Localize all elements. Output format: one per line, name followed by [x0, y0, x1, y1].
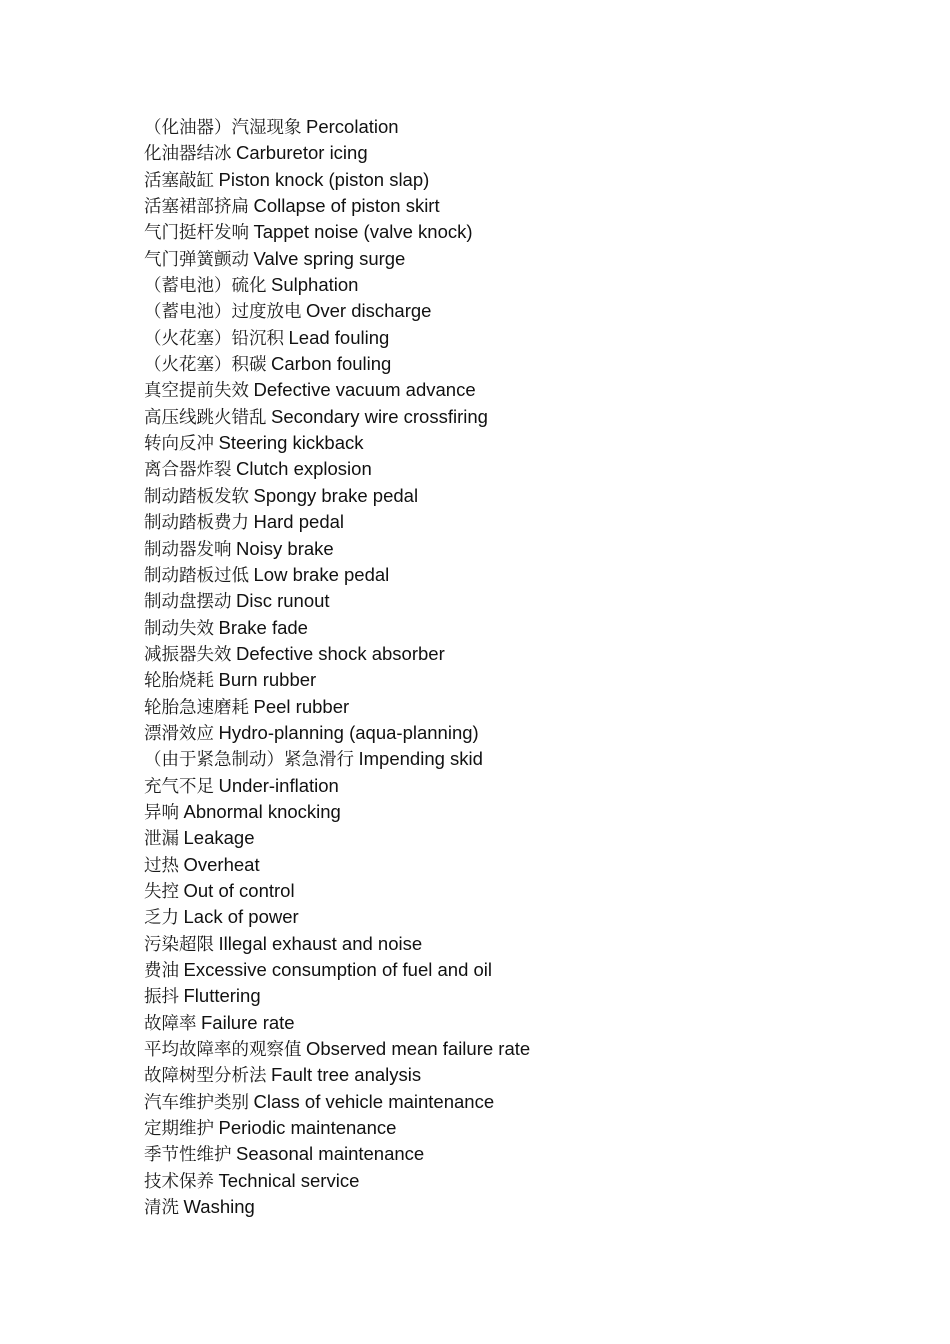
glossary-entry: [144, 509, 530, 535]
glossary-entry: [144, 1036, 530, 1062]
term-english: Defective vacuum advance: [253, 379, 476, 401]
term-chinese: 充气不足: [144, 776, 214, 797]
term-chinese: 制动器发响: [144, 539, 232, 560]
term-english: Observed mean failure rate: [306, 1038, 531, 1060]
term-english: Low brake pedal: [253, 563, 390, 585]
term-english: Technical service: [218, 1169, 360, 1191]
term-english: Fluttering: [183, 985, 261, 1007]
term-english: Out of control: [183, 879, 295, 901]
glossary-entry: [144, 1010, 530, 1036]
term-chinese: 气门弹簧颤动: [144, 249, 249, 270]
glossary-entry: [144, 825, 530, 851]
term-english: Lead fouling: [288, 326, 390, 348]
term-chinese: （蓄电池）过度放电: [144, 302, 302, 323]
term-english: Seasonal maintenance: [236, 1143, 425, 1165]
term-chinese: 轮胎急速磨耗: [144, 697, 249, 718]
term-chinese: 制动踏板费力: [144, 513, 249, 534]
glossary-entry: [144, 536, 530, 562]
glossary-entry: [144, 904, 530, 930]
term-chinese: 气门挺杆发响: [144, 223, 249, 244]
glossary-entry: [144, 404, 530, 430]
glossary-entry: [144, 983, 530, 1009]
glossary-entry: [144, 773, 530, 799]
term-chinese: 过热: [144, 855, 179, 876]
term-chinese: （由于紧急制动）紧急滑行: [144, 750, 354, 771]
term-english: Periodic maintenance: [218, 1117, 397, 1139]
glossary-entry: [144, 1194, 530, 1220]
glossary-entry: [144, 799, 530, 825]
glossary-entry: [144, 562, 530, 588]
term-english: Hydro-planning (aqua-planning): [218, 721, 479, 743]
glossary-entry: [144, 694, 530, 720]
glossary-entry: [144, 193, 530, 219]
glossary-entry: [144, 377, 530, 403]
term-english: Clutch explosion: [236, 458, 372, 480]
term-chinese: 乏力: [144, 908, 179, 929]
term-chinese: 失控: [144, 881, 179, 902]
glossary-entry: [144, 1168, 530, 1194]
term-chinese: 离合器炸裂: [144, 460, 232, 481]
term-chinese: 泄漏: [144, 829, 179, 850]
term-chinese: 漂滑效应: [144, 723, 214, 744]
term-english: Failure rate: [201, 1011, 295, 1033]
term-chinese: 技术保养: [144, 1171, 214, 1192]
term-english: Peel rubber: [253, 695, 350, 717]
term-chinese: （蓄电池）硫化: [144, 276, 267, 297]
term-english: Abnormal knocking: [183, 800, 341, 822]
term-english: Percolation: [306, 116, 399, 137]
term-english: Secondary wire crossfiring: [271, 405, 488, 427]
glossary-entry: [144, 219, 530, 245]
term-chinese: 污染超限: [144, 934, 214, 955]
term-chinese: 减振器失效: [144, 644, 232, 665]
glossary-entry: [144, 852, 530, 878]
term-chinese: 费油: [144, 961, 179, 981]
term-chinese: 轮胎烧耗: [144, 671, 214, 692]
term-chinese: （化油器）汽湿现象: [144, 118, 302, 138]
glossary-entry: [144, 957, 530, 983]
term-chinese: 制动盘摆动: [144, 592, 232, 613]
glossary-entry: [144, 1115, 530, 1141]
term-english: Carbon fouling: [271, 353, 392, 375]
glossary-entry: [144, 483, 530, 509]
term-english: Tappet noise (valve knock): [253, 221, 473, 243]
glossary-entry: [144, 430, 530, 456]
glossary-term-list: [144, 114, 530, 1220]
term-chinese: 转向反冲: [144, 434, 214, 455]
term-english: Impending skid: [358, 748, 483, 770]
term-chinese: 清洗: [144, 1198, 179, 1219]
term-english: Collapse of piston skirt: [253, 195, 440, 217]
glossary-entry: [144, 456, 530, 482]
term-chinese: （火花塞）积碳: [144, 355, 267, 376]
term-chinese: 故障树型分析法: [144, 1066, 267, 1087]
term-english: Valve spring surge: [253, 247, 406, 269]
term-chinese: 异响: [144, 802, 179, 823]
term-english: Under-inflation: [218, 774, 339, 796]
term-english: Class of vehicle maintenance: [253, 1090, 495, 1112]
term-english: Excessive consumption of fuel and oil: [183, 959, 493, 980]
term-english: Washing: [183, 1196, 255, 1218]
term-english: Lack of power: [183, 906, 299, 928]
term-chinese: 故障率: [144, 1013, 197, 1034]
term-chinese: 定期维护: [144, 1119, 214, 1140]
term-chinese: 制动踏板过低: [144, 565, 249, 586]
term-chinese: 活塞裙部挤扁: [144, 197, 249, 218]
term-english: Brake fade: [218, 616, 308, 638]
term-chinese: 汽车维护类别: [144, 1092, 249, 1113]
term-english: Spongy brake pedal: [253, 484, 419, 506]
term-chinese: 高压线跳火错乱: [144, 407, 267, 428]
glossary-entry: [144, 615, 530, 641]
glossary-entry: [144, 114, 530, 140]
term-english: Illegal exhaust and noise: [218, 932, 423, 954]
term-chinese: 真空提前失效: [144, 381, 249, 402]
term-chinese: 化油器结冰: [144, 144, 232, 165]
term-english: Steering kickback: [218, 432, 364, 454]
glossary-entry: [144, 1062, 530, 1088]
glossary-entry: [144, 641, 530, 667]
term-english: Noisy brake: [236, 537, 334, 559]
glossary-entry: [144, 298, 530, 324]
term-english: Hard pedal: [253, 511, 345, 533]
term-english: Carburetor icing: [236, 142, 368, 164]
glossary-entry: [144, 720, 530, 746]
term-english: Disc runout: [236, 590, 330, 612]
glossary-entry: [144, 667, 530, 693]
glossary-entry: [144, 746, 530, 772]
glossary-entry: [144, 272, 530, 298]
term-chinese: 制动踏板发软: [144, 486, 249, 507]
glossary-entry: [144, 878, 530, 904]
glossary-entry: [144, 246, 530, 272]
term-chinese: 振抖: [144, 987, 179, 1008]
term-chinese: 活塞敲缸: [144, 170, 214, 191]
term-english: Fault tree analysis: [271, 1064, 422, 1086]
term-english: Sulphation: [271, 274, 359, 296]
glossary-entry: [144, 1089, 530, 1115]
term-english: Burn rubber: [218, 669, 317, 691]
glossary-entry: [144, 325, 530, 351]
glossary-entry: [144, 140, 530, 166]
glossary-entry: [144, 167, 530, 193]
term-english: Overheat: [183, 853, 260, 875]
term-english: Defective shock absorber: [236, 642, 445, 664]
glossary-entry: [144, 1141, 530, 1167]
term-english: Piston knock (piston slap): [218, 168, 430, 190]
term-chinese: 制动失效: [144, 618, 214, 639]
term-chinese: 平均故障率的观察值: [144, 1040, 302, 1061]
term-english: Leakage: [183, 827, 255, 849]
term-english: Over discharge: [306, 300, 432, 322]
glossary-entry: [144, 588, 530, 614]
glossary-entry: [144, 351, 530, 377]
term-chinese: （火花塞）铅沉积: [144, 328, 284, 349]
glossary-entry: [144, 931, 530, 957]
term-chinese: 季节性维护: [144, 1145, 232, 1166]
